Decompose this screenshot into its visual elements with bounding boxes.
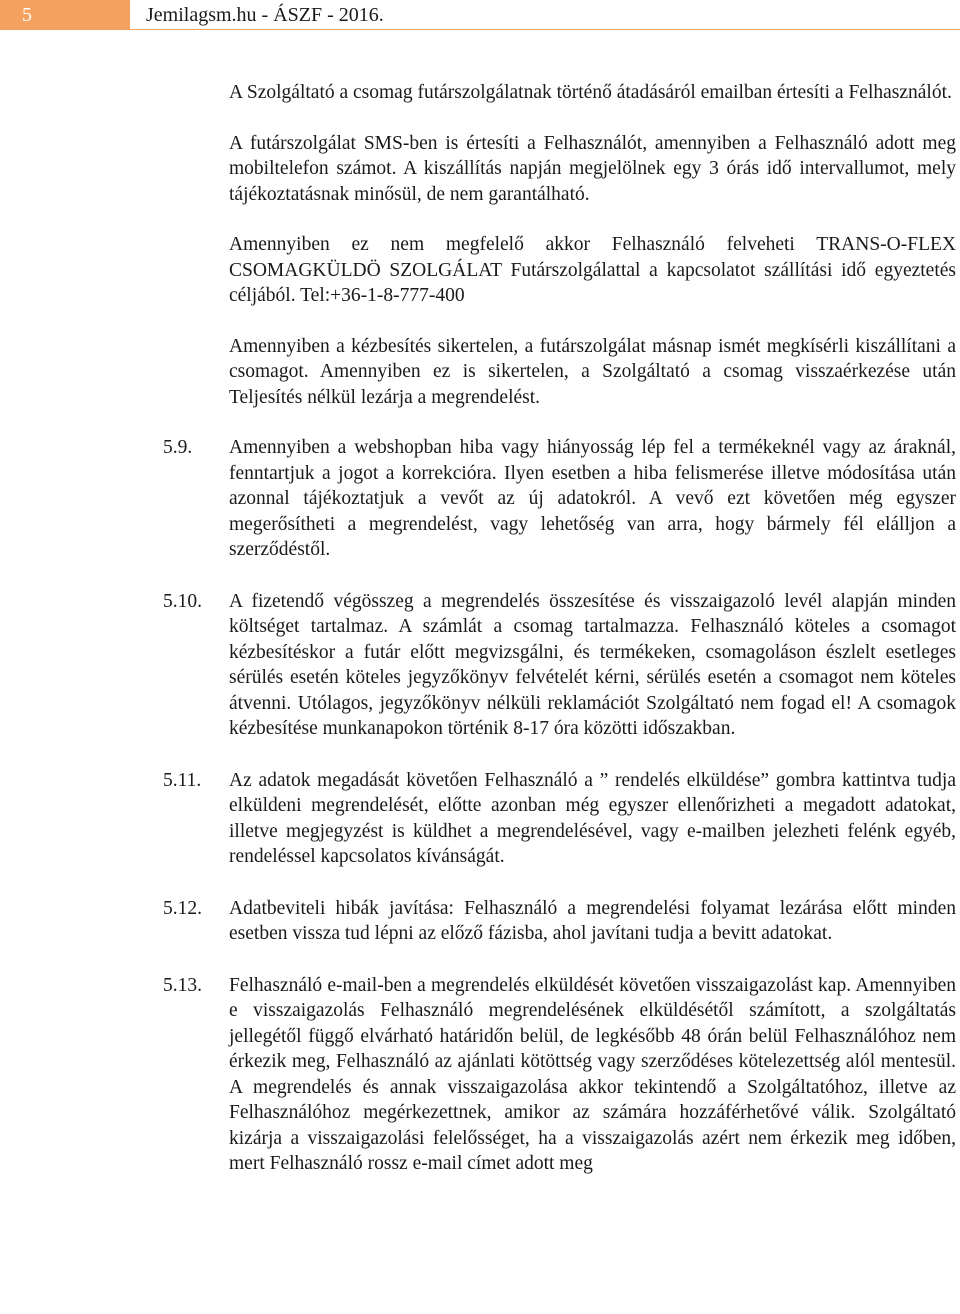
section-text: Felhasználó e-mail-ben a megrendelés elküldését követően visszaigazolást kap. Amennyiben e visszaigazolás Felhasználó megrendelésének elküldésétől számított, a szolgáltatás jellegétől függő elvárható határidőn belül, de legkésőbb 48 órán belül Felhasználóhoz nem érkezik meg, Felhasználó az ajánlati kötöttség vagy szerződéses kötelezettség alól mentesül. A megrendelés és annak visszaigazolása akkor tekintendő a Szolgáltatóhoz, illetve az Felhasználóhoz megérkezettnek, amikor az számára hozzáférhetővé válik. Szolgáltató kizárja a visszaigazolási felelősséget, ha a visszaigazolás azért nem érkezik meg időben, mert Felhasználó rossz e-mail címet adott meg bbox=[229, 974, 956, 1174]
intro-paragraph: A Szolgáltató a csomag futárszolgálatnak történő átadásáról emailban értesíti a Felhasználót. bbox=[229, 82, 952, 103]
intro-paragraph: Amennyiben a kézbesítés sikertelen, a futárszolgálat másnap ismét megkísérli kiszállítani a csomagot. Amennyiben ez is sikertelen, a Szolgáltató a csomag visszaérkezése után Teljesítés nélkül lezárja a megrendelést. bbox=[229, 335, 956, 408]
intro-paragraph: Amennyiben ez nem megfelelő akkor Felhasználó felveheti TRANS-O-FLEX CSOMAGKÜLDÖ SZOLGÁLAT Futárszolgálattal a kapcsolatot szállítási idő egyeztetés céljából. Tel:+36-1-8-777-400 bbox=[229, 234, 956, 306]
section-text: A fizetendő végösszeg a megrendelés összesítése és visszaigazoló levél alapján minden költséget tartalmaz. A számlát a csomag tartalmazza. Felhasználó köteles a csomagot kézbesítéskor a futár előtt megvizsgálni, és termékeken, csomagoláson észlelt esetleges sérülés esetén köteles jegyzőkönyv felvételét kérni, sérülés esetén a csomagot nem köteles átvenni. Utólagos, jegyzőkönyv nélküli reklamációt Szolgáltató nem fogad el! A csomagok kézbesítése munkanapokon történik 8-17 óra közötti időszakban. bbox=[229, 590, 956, 739]
section-number: 5.10. bbox=[163, 590, 202, 612]
section-text: Az adatok megadását követően Felhasználó a ” rendelés elküldése” gombra kattintva tudja elküldeni megrendelését, előtte azonban még egyszer ellenőrizheti a megadott adatokat, illetve megjegyzést is küldhet a megrendelésével, vagy e-mailben jelezheti felénk egyéb, rendeléssel kapcsolatos kívánságát. bbox=[229, 769, 956, 867]
page-header bbox=[0, 0, 960, 31]
section-5-12 bbox=[163, 896, 956, 947]
header-divider bbox=[130, 29, 960, 30]
section-number: 5.11. bbox=[163, 769, 202, 791]
section-5-13 bbox=[163, 973, 956, 1177]
section-number: 5.9. bbox=[163, 437, 193, 458]
intro-paragraph: A futárszolgálat SMS-ben is értesíti a Felhasználót, amennyiben a Felhasználó adott meg mobiltelefon számot. A kiszállítás napján megjelölnek egy 3 órás idő intervallumot, mely tájékoztatásnak minősül, de nem garantálható. bbox=[229, 132, 956, 205]
section-text: Amennyiben a webshopban hiba vagy hiányosság lép fel a termékeknél vagy az áraknál, fenntartjuk a jogot a korrekcióra. Ilyen esetben a hiba felismerése illetve módosítása után azonnal tájékoztatjuk a vevőt az új adatokról. A vevő ezt követően még egyszer megerősítheti a megrendelést, vagy lehetőség van arra, hogy bármely fél elálljon a szerződéstől. bbox=[229, 437, 956, 560]
page-number: 5 bbox=[0, 0, 130, 30]
section-number: 5.13. bbox=[163, 974, 202, 996]
section-number: 5.12. bbox=[163, 897, 202, 919]
section-text: Adatbeviteli hibák javítása: Felhasználó a megrendelési folyamat lezárása előtt minden esetben vissza tud lépni az előző fázisba, ahol javítani tudja a bevitt adatokat. bbox=[229, 897, 956, 944]
document-title: Jemilagsm.hu - ÁSZF - 2016. bbox=[146, 4, 384, 26]
section-5-11 bbox=[163, 768, 956, 870]
document-body bbox=[0, 80, 960, 1177]
section-5-10 bbox=[163, 589, 956, 742]
section-5-9 bbox=[163, 435, 956, 563]
